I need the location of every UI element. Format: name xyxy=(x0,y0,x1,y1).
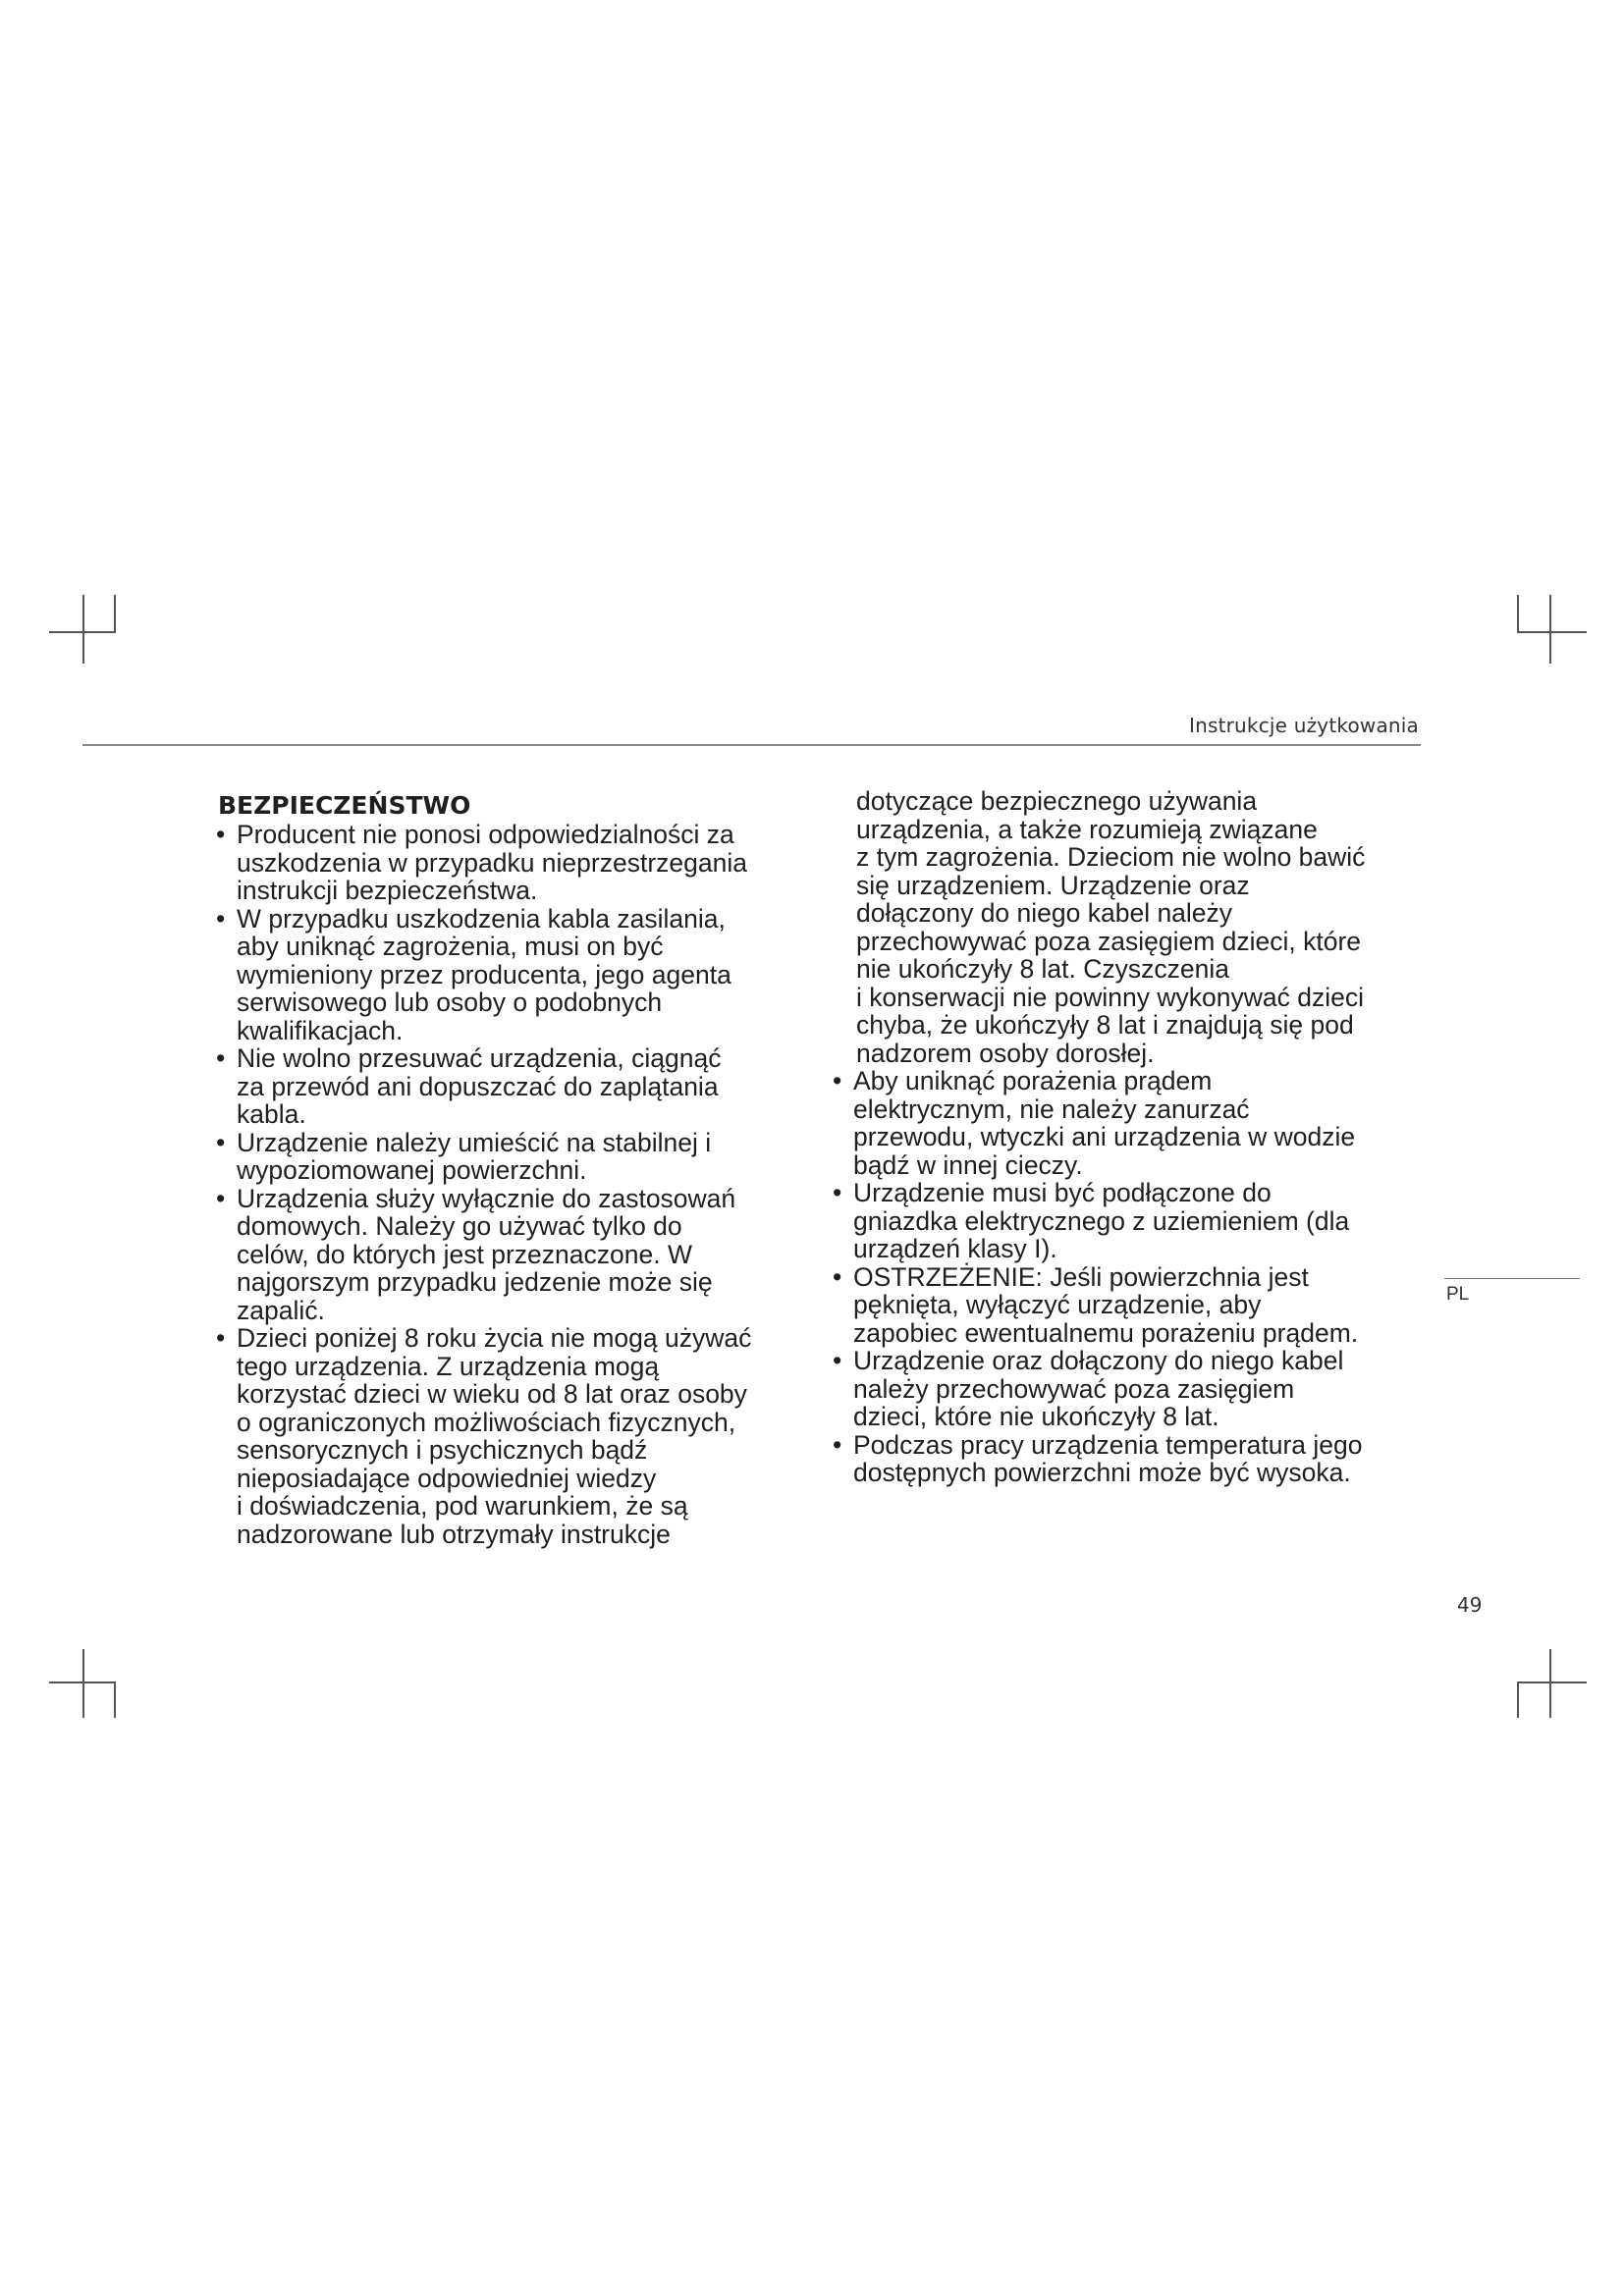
list-item: • Podczas pracy urządzenia temperatura jego dostępnych powierzchni może być wysoka. xyxy=(831,1431,1420,1487)
running-header-title: Instrukcje użytkowania xyxy=(1189,714,1419,737)
list-item: • Urządzenie oraz dołączony do niego kabel należy przechowywać poza zasięgiem dzieci, które nie ukończyły 8 lat. xyxy=(831,1347,1420,1431)
language-tab-rule xyxy=(1444,1278,1580,1279)
right-bullet-list xyxy=(831,1067,1420,1487)
section-heading: BEZPIECZEŃSTWO xyxy=(218,791,471,820)
list-item: • Aby uniknąć porażenia prądem elektrycznym, nie należy zanurzać przewodu, wtyczki ani urządzenia w wodzie bądź w innej cieczy. xyxy=(831,1067,1420,1179)
page-number: 49 xyxy=(1457,1593,1483,1617)
list-item: • OSTRZEŻENIE: Jeśli powierzchnia jest pęknięta, wyłączyć urządzenie, aby zapobiec ewentualnemu porażeniu prądem. xyxy=(831,1263,1420,1348)
list-item: • Producent nie ponosi odpowiedzialności za uszkodzenia w przypadku nieprzestrzegania instrukcji bezpieczeństwa. xyxy=(214,821,823,905)
language-label: PL xyxy=(1446,1284,1470,1305)
left-column xyxy=(214,791,823,1548)
list-item: • Urządzenie musi być podłączone do gniazdka elektrycznego z uziemieniem (dla urządzeń klasy I). xyxy=(831,1179,1420,1263)
header-rule xyxy=(82,744,1421,746)
right-column xyxy=(831,787,1420,1487)
list-item: • W przypadku uszkodzenia kabla zasilania, aby uniknąć zagrożenia, musi on być wymieniony przez producenta, jego agenta serwisowego lub osoby o podobnych kwalifikacjach. xyxy=(214,905,823,1045)
list-item: • Nie wolno przesuwać urządzenia, ciągnąć za przewód ani dopuszczać do zaplątania kabla. xyxy=(214,1044,823,1129)
continued-paragraph: dotyczące bezpiecznego używania urządzenia, a także rozumieją związane z tym zagrożenia. Dzieciom nie wolno bawić się urządzeniem. Urządzenie oraz dołączony do niego kabel należy przechowywać poza zasięgiem dzieci, które nie ukończyły 8 lat. Czyszczenia i konserwacji nie powinny wykonywać dzieci chyba, że ukończyły 8 lat i znajdują się pod nadzorem osoby dorosłej. xyxy=(856,786,1366,1068)
list-item: • Urządzenie należy umieścić na stabilnej i wypoziomowanej powierzchni. xyxy=(214,1129,823,1185)
list-item: • Dzieci poniżej 8 roku życia nie mogą używać tego urządzenia. Z urządzenia mogą korzystać dzieci w wieku od 8 lat oraz osoby o ograniczonych możliwościach fizycznych, sensorycznych i psychicznych bądź nieposiadające odpowiedniej wiedzy i doświadczenia, pod warunkiem, że są nadzorowane lub otrzymały instrukcje xyxy=(214,1324,823,1548)
left-bullet-list xyxy=(214,821,823,1548)
list-item: • Urządzenia służy wyłącznie do zastosowań domowych. Należy go używać tylko do celów, do których jest przeznaczone. W najgorszym przypadku jedzenie może się zapalić. xyxy=(214,1185,823,1325)
